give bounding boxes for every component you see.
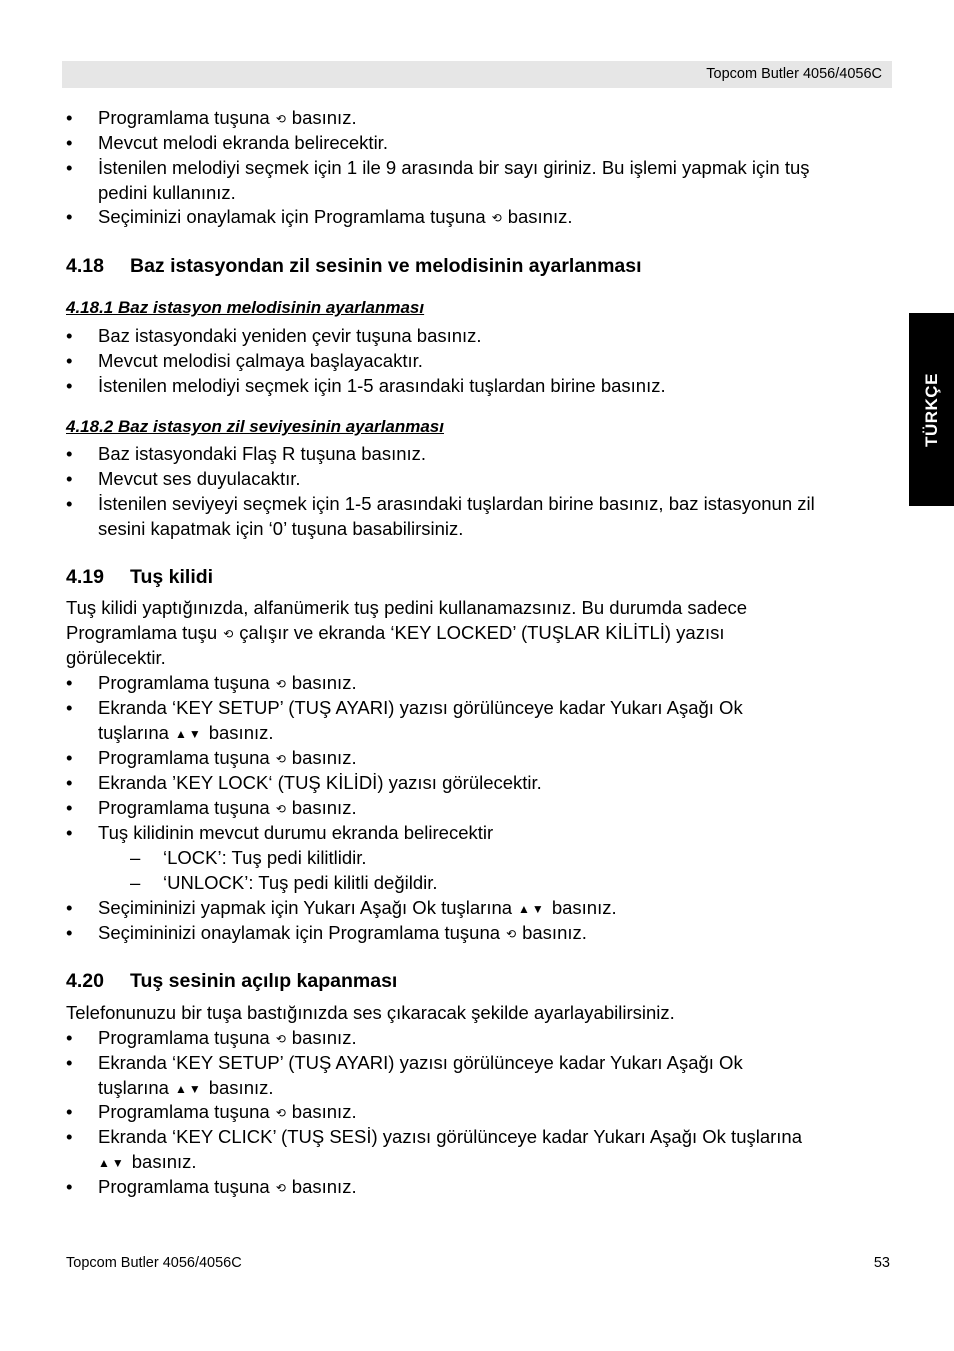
list-item-continued: tuşlarına ▲▼ basınız. <box>98 722 274 743</box>
language-tab <box>909 313 954 506</box>
page-number: 53 <box>873 1255 890 1271</box>
bullet: • <box>66 493 73 514</box>
bullet: • <box>66 797 73 818</box>
list-item: Ekranda ‘KEY SETUP’ (TUŞ AYARI) yazısı görülünceye kadar Yukarı Aşağı Ok <box>98 1052 743 1073</box>
list-item-continued: sesini kapatmak için ‘0’ tuşuna basabilirsiniz. <box>98 518 464 539</box>
list-item-continued: ▲▼ basınız. <box>98 1151 197 1172</box>
bullet: • <box>66 350 73 371</box>
section-heading: 4.18 Baz istasyondan zil sesinin ve melodisinin ayarlanması <box>66 255 642 277</box>
program-key-icon: ⟲ <box>275 1181 286 1195</box>
bullet: • <box>66 132 73 153</box>
bullet: • <box>66 157 73 178</box>
header-bar <box>62 61 892 88</box>
program-key-icon: ⟲ <box>275 112 286 126</box>
program-key-icon: ⟲ <box>275 802 286 816</box>
list-item: Mevcut ses duyulacaktır. <box>98 468 301 489</box>
bullet: • <box>66 375 73 396</box>
list-item: Programlama tuşuna ⟲ basınız. <box>98 1027 357 1048</box>
bullet: • <box>66 922 73 943</box>
list-item: Programlama tuşuna ⟲ basınız. <box>98 1176 357 1197</box>
list-item: Programlama tuşuna ⟲ basınız. <box>98 107 357 128</box>
list-item: Seçimininizi onaylamak için Programlama tuşuna ⟲ basınız. <box>98 922 587 943</box>
bullet: • <box>66 1052 73 1073</box>
bullet: • <box>66 772 73 793</box>
list-item: Mevcut melodisi çalmaya başlayacaktır. <box>98 350 423 371</box>
list-item: İstenilen seviyeyi seçmek için 1-5 arasındaki tuşlardan birine basınız, baz istasyonun zil <box>98 493 815 514</box>
section-heading: 4.20 Tuş sesinin açılıp kapanması <box>66 970 398 992</box>
list-item: Programlama tuşuna ⟲ basınız. <box>98 797 357 818</box>
list-item: İstenilen melodiyi seçmek için 1-5 arasındaki tuşlardan birine basınız. <box>98 375 666 396</box>
header-title: Topcom Butler 4056/4056C <box>706 66 882 82</box>
list-item-continued: tuşlarına ▲▼ basınız. <box>98 1077 274 1098</box>
up-down-arrows-icon: ▲▼ <box>174 727 203 741</box>
program-key-icon: ⟲ <box>491 211 502 225</box>
section-heading: 4.19 Tuş kilidi <box>66 566 214 588</box>
list-item: Programlama tuşuna ⟲ basınız. <box>98 672 357 693</box>
program-key-icon: ⟲ <box>275 1106 286 1120</box>
program-key-icon: ⟲ <box>506 927 517 941</box>
list-item: Baz istasyondaki Flaş R tuşuna basınız. <box>98 443 427 464</box>
list-item: Mevcut melodi ekranda belirecektir. <box>98 132 388 153</box>
sub-list-item: ‘LOCK’: Tuş pedi kilitlidir. <box>163 847 367 868</box>
subsection-heading: 4.18.2 Baz istasyon zil seviyesinin ayarlanması <box>66 417 444 436</box>
paragraph-line: Telefonunuzu bir tuşa bastığınızda ses çıkaracak şekilde ayarlayabilirsiniz. <box>66 1002 675 1023</box>
bullet: • <box>66 1027 73 1048</box>
language-tab-label: TÜRKÇE <box>921 372 941 447</box>
up-down-arrows-icon: ▲▼ <box>174 1082 203 1096</box>
subsection-heading: 4.18.1 Baz istasyon melodisinin ayarlanması <box>66 298 425 317</box>
list-item: Seçiminizi onaylamak için Programlama tuşuna ⟲ basınız. <box>98 206 573 227</box>
program-key-icon: ⟲ <box>275 1032 286 1046</box>
program-key-icon: ⟲ <box>223 627 234 641</box>
bullet: • <box>66 672 73 693</box>
bullet: • <box>66 697 73 718</box>
list-item: Ekranda ‘KEY SETUP’ (TUŞ AYARI) yazısı görülünceye kadar Yukarı Aşağı Ok <box>98 697 743 718</box>
footer-title: Topcom Butler 4056/4056C <box>66 1255 242 1271</box>
bullet: • <box>66 206 73 227</box>
list-item: İstenilen melodiyi seçmek için 1 ile 9 arasında bir sayı giriniz. Bu işlemi yapmak için tuş <box>98 157 810 178</box>
dash: – <box>130 847 141 868</box>
paragraph-line: Programlama tuşu ⟲ çalışır ve ekranda ‘KEY LOCKED’ (TUŞLAR KİLİTLİ) yazısı <box>66 622 725 643</box>
up-down-arrows-icon: ▲▼ <box>98 1156 126 1170</box>
bullet: • <box>66 1176 73 1197</box>
list-item: Tuş kilidinin mevcut durumu ekranda belirecektir <box>98 822 494 843</box>
program-key-icon: ⟲ <box>275 677 286 691</box>
bullet: • <box>66 325 73 346</box>
bullet: • <box>66 822 73 843</box>
list-item: Programlama tuşuna ⟲ basınız. <box>98 1101 357 1122</box>
bullet: • <box>66 1101 73 1122</box>
bullet: • <box>66 747 73 768</box>
up-down-arrows-icon: ▲▼ <box>518 902 546 916</box>
bullet: • <box>66 1126 73 1147</box>
list-item: Baz istasyondaki yeniden çevir tuşuna basınız. <box>98 325 482 346</box>
paragraph-line: görülecektir. <box>66 647 166 668</box>
sub-list-item: ‘UNLOCK’: Tuş pedi kilitli değildir. <box>163 872 438 893</box>
paragraph-line: Tuş kilidi yaptığınızda, alfanümerik tuş pedini kullanamazsınız. Bu durumda sadece <box>66 597 748 618</box>
bullet: • <box>66 107 73 128</box>
bullet: • <box>66 468 73 489</box>
program-key-icon: ⟲ <box>275 752 286 766</box>
list-item: Ekranda ‘KEY CLICK’ (TUŞ SESİ) yazısı görülünceye kadar Yukarı Aşağı Ok tuşlarına <box>98 1126 803 1147</box>
bullet: • <box>66 897 73 918</box>
dash: – <box>130 872 141 893</box>
list-item: Ekranda ’KEY LOCK‘ (TUŞ KİLİDİ) yazısı görülecektir. <box>98 772 542 793</box>
list-item-continued: pedini kullanınız. <box>98 182 236 203</box>
bullet: • <box>66 443 73 464</box>
list-item: Programlama tuşuna ⟲ basınız. <box>98 747 357 768</box>
list-item: Seçimininizi yapmak için Yukarı Aşağı Ok tuşlarına ▲▼ basınız. <box>98 897 617 918</box>
